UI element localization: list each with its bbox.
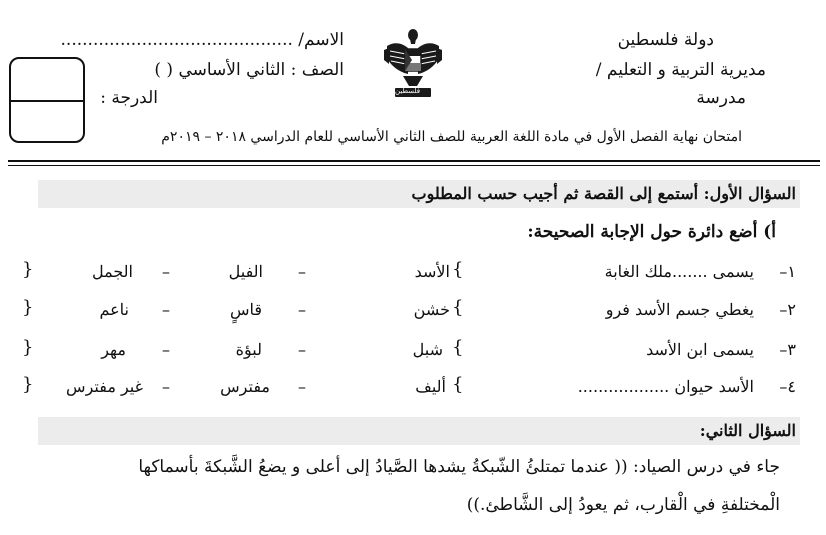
item-1-close-brace: }	[22, 259, 34, 280]
item-2-option-3[interactable]: ناعم	[99, 300, 129, 319]
item-4-number: ٤–	[779, 377, 796, 396]
item-1-separator-1: –	[298, 262, 306, 281]
item-4-text: الأسد حيوان ..................	[577, 377, 754, 396]
item-4-close-brace: }	[22, 374, 34, 395]
item-3-separator-1: –	[298, 340, 306, 359]
item-3-option-2[interactable]: لبؤة	[235, 340, 262, 359]
item-4-option-3[interactable]: غير مفترس	[66, 377, 143, 396]
item-2-number: ٢–	[779, 300, 796, 319]
header-divider-thick	[8, 160, 820, 162]
item-4-separator-1: –	[298, 377, 306, 396]
question-1-title: السؤال الأول: أستمع إلى القصة ثم أجيب حسب المطلوب	[38, 180, 800, 208]
question-1-subtitle: أ) أضع دائرة حول الإجابة الصحيحة:	[527, 222, 776, 242]
class-label: الصف : الثاني الأساسي ( )	[154, 60, 344, 80]
header-divider-thin	[8, 165, 820, 166]
item-2-option-2[interactable]: قاسٍ	[229, 300, 262, 319]
item-2-option-1[interactable]: خشن	[413, 300, 450, 319]
item-3-option-1[interactable]: شبل	[412, 340, 443, 359]
item-2-separator-2: –	[162, 300, 170, 319]
item-4-open-brace: {	[452, 374, 464, 395]
item-4-option-2[interactable]: مفترس	[220, 377, 270, 396]
item-1-option-2[interactable]: الفيل	[228, 262, 263, 281]
item-3-text: يسمى ابن الأسد	[646, 340, 754, 359]
item-3-separator-2: –	[162, 340, 170, 359]
item-3-open-brace: {	[452, 337, 464, 358]
item-2-separator-1: –	[298, 300, 306, 319]
item-1-number: ١–	[779, 262, 796, 281]
emblem-caption: فلسطين	[395, 87, 421, 95]
question-2-passage-line-2: الْمختلفةِ في الْقارب، ثم يعودُ إلى الشَّاطئ.))	[466, 495, 780, 515]
item-1-separator-2: –	[162, 262, 170, 281]
student-name-field[interactable]: الاسم/ ...........................................	[60, 30, 344, 50]
item-3-number: ٣–	[779, 340, 796, 359]
directorate-label: مديرية التربية و التعليم /	[595, 60, 766, 80]
item-3-option-3[interactable]: مهر	[101, 340, 126, 359]
country-name: دولة فلسطين	[617, 30, 714, 50]
grade-box[interactable]	[9, 57, 85, 143]
question-2-title: السؤال الثاني:	[38, 417, 800, 445]
item-1-open-brace: {	[452, 259, 464, 280]
question-2-passage-line-1: جاء في درس الصياد: (( عندما تمتلئُ الشّبكةُ يشدها الصَّيادُ إلى أعلى و يضعُ الشَّبكةَ بأسماكها	[138, 457, 780, 477]
item-2-close-brace: }	[22, 297, 34, 318]
item-2-open-brace: {	[452, 297, 464, 318]
item-4-separator-2: –	[162, 377, 170, 396]
grade-box-divider	[11, 100, 83, 102]
school-label: مدرسة	[696, 88, 746, 108]
grade-label: الدرجة :	[100, 88, 158, 108]
item-1-text: يسمى .......ملك الغابة	[604, 262, 754, 281]
item-2-text: يغطي جسم الأسد فرو	[605, 300, 754, 319]
item-1-option-1[interactable]: الأسد	[414, 262, 450, 281]
item-1-option-3[interactable]: الجمل	[91, 262, 133, 281]
item-3-close-brace: }	[22, 337, 34, 358]
item-4-option-1[interactable]: أليف	[415, 377, 446, 396]
exam-title: امتحان نهاية الفصل الأول في مادة اللغة العربية للصف الثاني الأساسي للعام الدراسي ٢٠١٨ – ٢٠١٩م	[161, 129, 742, 145]
